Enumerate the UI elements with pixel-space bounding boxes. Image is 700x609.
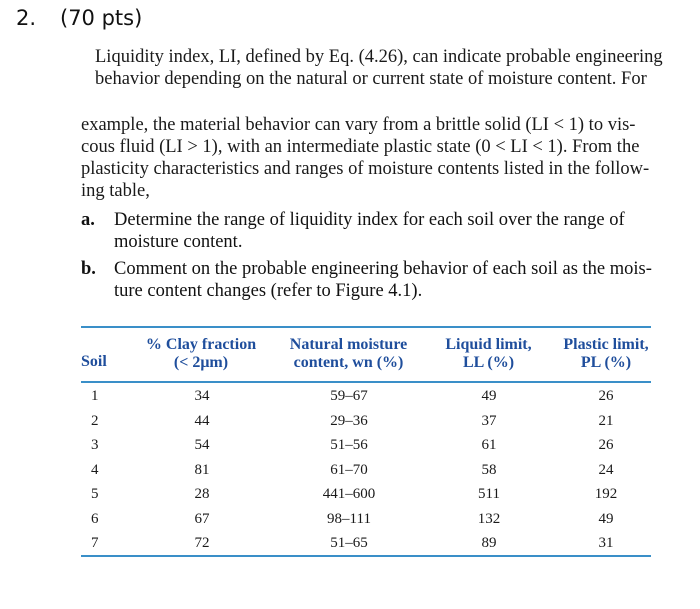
table-cell: 28: [194, 486, 210, 502]
table-cell: 81: [194, 461, 210, 478]
table-cell: 67: [194, 510, 210, 527]
body-line: cous fluid (LI > 1), with an intermediate plastic state (0 < LI < 1). From the: [81, 137, 640, 157]
header-line: Plastic limit,: [563, 336, 649, 353]
table-row: [81, 462, 651, 487]
table-top-rule: [81, 326, 651, 328]
header-liquid-limit: [436, 336, 541, 372]
header-natural-moisture: [281, 336, 416, 372]
header-line: Liquid limit,: [445, 336, 532, 353]
body-line: ing table,: [81, 181, 150, 201]
intro-line: Liquidity index, LI, defined by Eq. (4.26), can indicate probable engineering: [95, 47, 663, 67]
table-row: [81, 511, 651, 536]
table-cell: 441–600: [322, 486, 376, 502]
task-line: Comment on the probable engineering behavior of each soil as the mois-: [114, 259, 652, 279]
table-cell: 61: [481, 437, 497, 453]
table-cell: 511: [478, 486, 500, 502]
table-cell: 34: [194, 388, 210, 404]
header-line: PL (%): [580, 354, 632, 371]
table-cell: 54: [194, 437, 210, 453]
body-paragraph: [81, 114, 656, 202]
table-cell: 5: [91, 486, 99, 502]
header-line: content, wn (%): [293, 354, 404, 371]
table-cell: 72: [194, 535, 210, 551]
header-line: LL (%): [462, 354, 515, 371]
table-cell: 37: [481, 412, 497, 429]
header-line: % Clay fraction: [145, 336, 257, 353]
intro-paragraph: [95, 46, 663, 90]
table-cell: 98–111: [327, 510, 371, 527]
table-row: [81, 486, 651, 511]
task-line: ture content changes (refer to Figure 4.1).: [114, 281, 423, 301]
table-header-rule: [81, 381, 651, 383]
question-number: 2.: [16, 6, 37, 30]
table-cell: 89: [481, 535, 497, 551]
table-cell: 192: [594, 486, 618, 502]
table-cell: 4: [91, 461, 99, 478]
table-cell: 44: [194, 412, 210, 429]
question-points: (70 pts): [60, 6, 143, 30]
table-cell: 29–36: [330, 412, 368, 429]
table-cell: 1: [91, 388, 99, 404]
table-bottom-rule: [81, 555, 651, 557]
table-cell: 21: [598, 412, 614, 429]
header-plastic-limit: [556, 336, 656, 372]
table-cell: 2: [91, 412, 99, 429]
task-text: [114, 209, 625, 253]
task-label: b.: [81, 259, 96, 279]
table-cell: 51–65: [330, 535, 368, 551]
task-line: moisture content.: [114, 232, 243, 252]
question-header: [16, 6, 142, 30]
table-cell: 3: [91, 437, 99, 453]
table-row: [81, 388, 651, 413]
header-line: Soil: [81, 353, 107, 370]
table-cell: 49: [598, 510, 614, 527]
table-cell: 132: [477, 510, 501, 527]
table-cell: 58: [481, 461, 497, 478]
table-cell: 26: [598, 388, 614, 404]
table-cell: 7: [91, 535, 99, 551]
body-line: example, the material behavior can vary from a brittle solid (LI < 1) to vis-: [81, 115, 636, 135]
header-clay-fraction: [136, 336, 266, 372]
table-cell: 6: [91, 510, 99, 527]
task-label: a.: [81, 210, 95, 230]
header-line: (< 2μm): [173, 354, 229, 371]
table-cell: 49: [481, 388, 497, 404]
table-cell: 61–70: [330, 461, 368, 478]
table-cell: 24: [598, 461, 614, 478]
task-line: Determine the range of liquidity index for each soil over the range of: [114, 210, 625, 230]
table-row: [81, 437, 651, 462]
table-cell: 51–56: [330, 437, 368, 453]
header-line: Natural moisture: [289, 336, 408, 353]
task-text: [114, 258, 652, 302]
table-row: [81, 413, 651, 438]
header-soil: [81, 353, 121, 371]
intro-line: behavior depending on the natural or current state of moisture content. For: [95, 69, 647, 89]
table-cell: 31: [598, 535, 614, 551]
body-line: plasticity characteristics and ranges of moisture contents listed in the follow-: [81, 159, 650, 179]
table-cell: 26: [598, 437, 614, 453]
table-cell: 59–67: [330, 388, 368, 404]
